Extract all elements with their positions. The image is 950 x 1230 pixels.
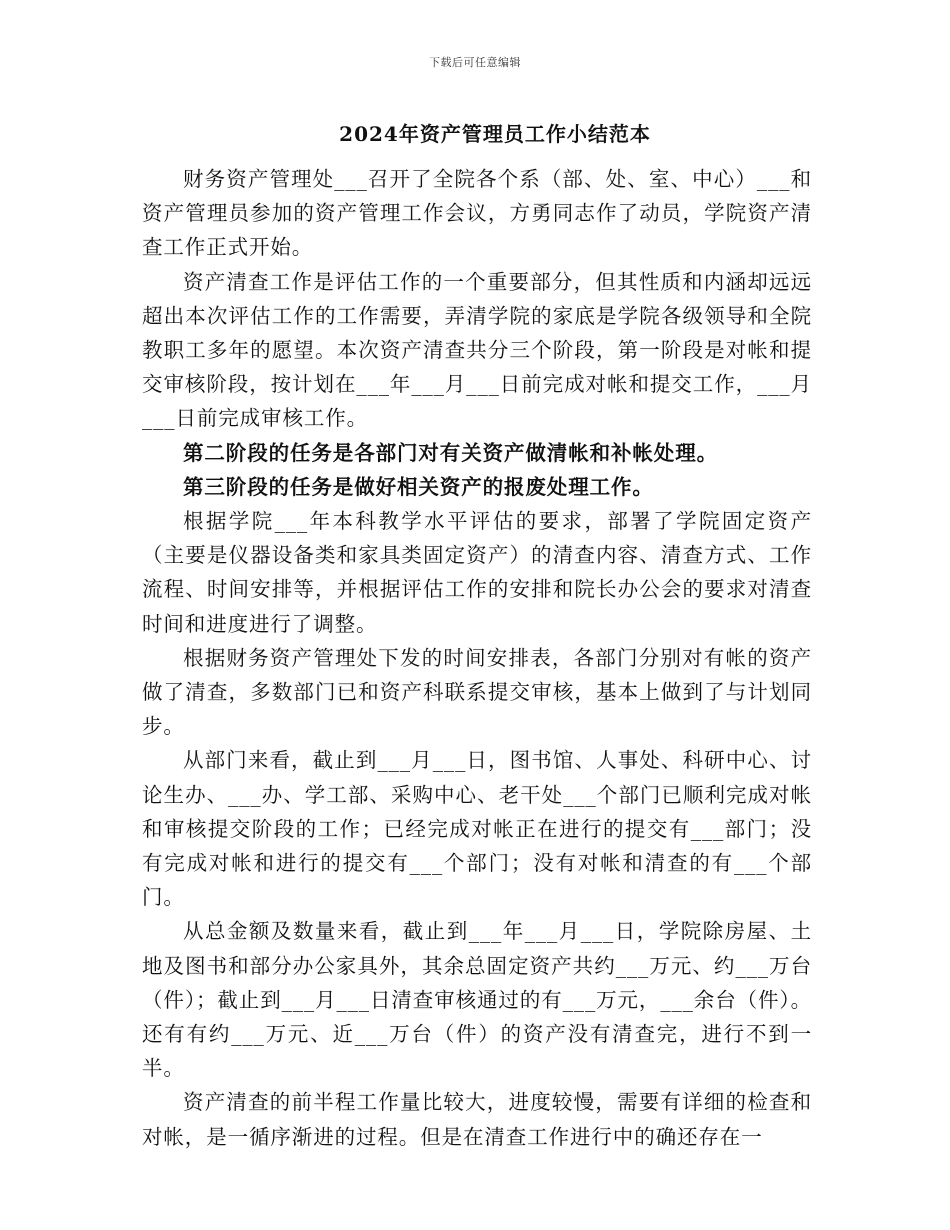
document-title: 2024年资产管理员工作小结范本 <box>339 122 651 146</box>
document-body <box>142 162 812 1154</box>
paragraph: 财务资产管理处___召开了全院各个系（部、处、室、中心）___和资产管理员参加的资产管理工作会议，方勇同志作了动员，学院资产清查工作正式开始。 <box>142 167 812 260</box>
paragraph-bold: 第二阶段的任务是各部门对有关资产做清帐和补帐处理。 <box>183 440 718 465</box>
header-note: 下载后可任意编辑 <box>429 56 521 69</box>
paragraph: 资产清查工作是评估工作的一个重要部分，但其性质和内涵却远远超出本次评估工作的工作需要，弄清学院的家底是学院各级领导和全院教职工多年的愿望。本次资产清查共分三个阶段，第一阶段是对帐和提交审核阶段，按计划在___年___月___日前完成对帐和提交工作，___月___日前完成审核工作。 <box>142 269 812 431</box>
paragraph: 根据财务资产管理处下发的时间安排表，各部门分别对有帐的资产做了清查，多数部门已和资产科联系提交审核，基本上做到了与计划同步。 <box>142 645 812 739</box>
paragraph: 根据学院___年本科教学水平评估的要求，部署了学院固定资产（主要是仪器设备类和家具类固定资产）的清查内容、清查方式、工作流程、时间安排等，并根据评估工作的安排和院长办公会的要求对清查时间和进度进行了调整。 <box>142 509 812 636</box>
paragraph: 从总金额及数量来看，截止到___年___月___日，学院除房屋、土地及图书和部分办公家具外，其余总固定资产共约___万元、约___万台（件）；截止到___月___日清查审核通过的有___万元，___余台（件）。还有有约___万元、近___万台（件）的资产没有清查完，进行不到一半。 <box>142 919 812 1081</box>
paragraph: 资产清查的前半程工作量比较大，进度较慢，需要有详细的检查和对帐，是一循序渐进的过程。但是在清查工作进行中的确还存在一 <box>142 1090 812 1149</box>
paragraph-bold: 第三阶段的任务是做好相关资产的报废处理工作。 <box>183 474 654 499</box>
paragraph: 从部门来看，截止到___月___日，图书馆、人事处、科研中心、讨论生办、___办、学工部、采购中心、老干处___个部门已顺利完成对帐和审核提交阶段的工作；已经完成对帐正在进行的提交有___部门；没有完成对帐和进行的提交有___个部门；没有对帐和清查的有___个部门。 <box>142 748 812 910</box>
